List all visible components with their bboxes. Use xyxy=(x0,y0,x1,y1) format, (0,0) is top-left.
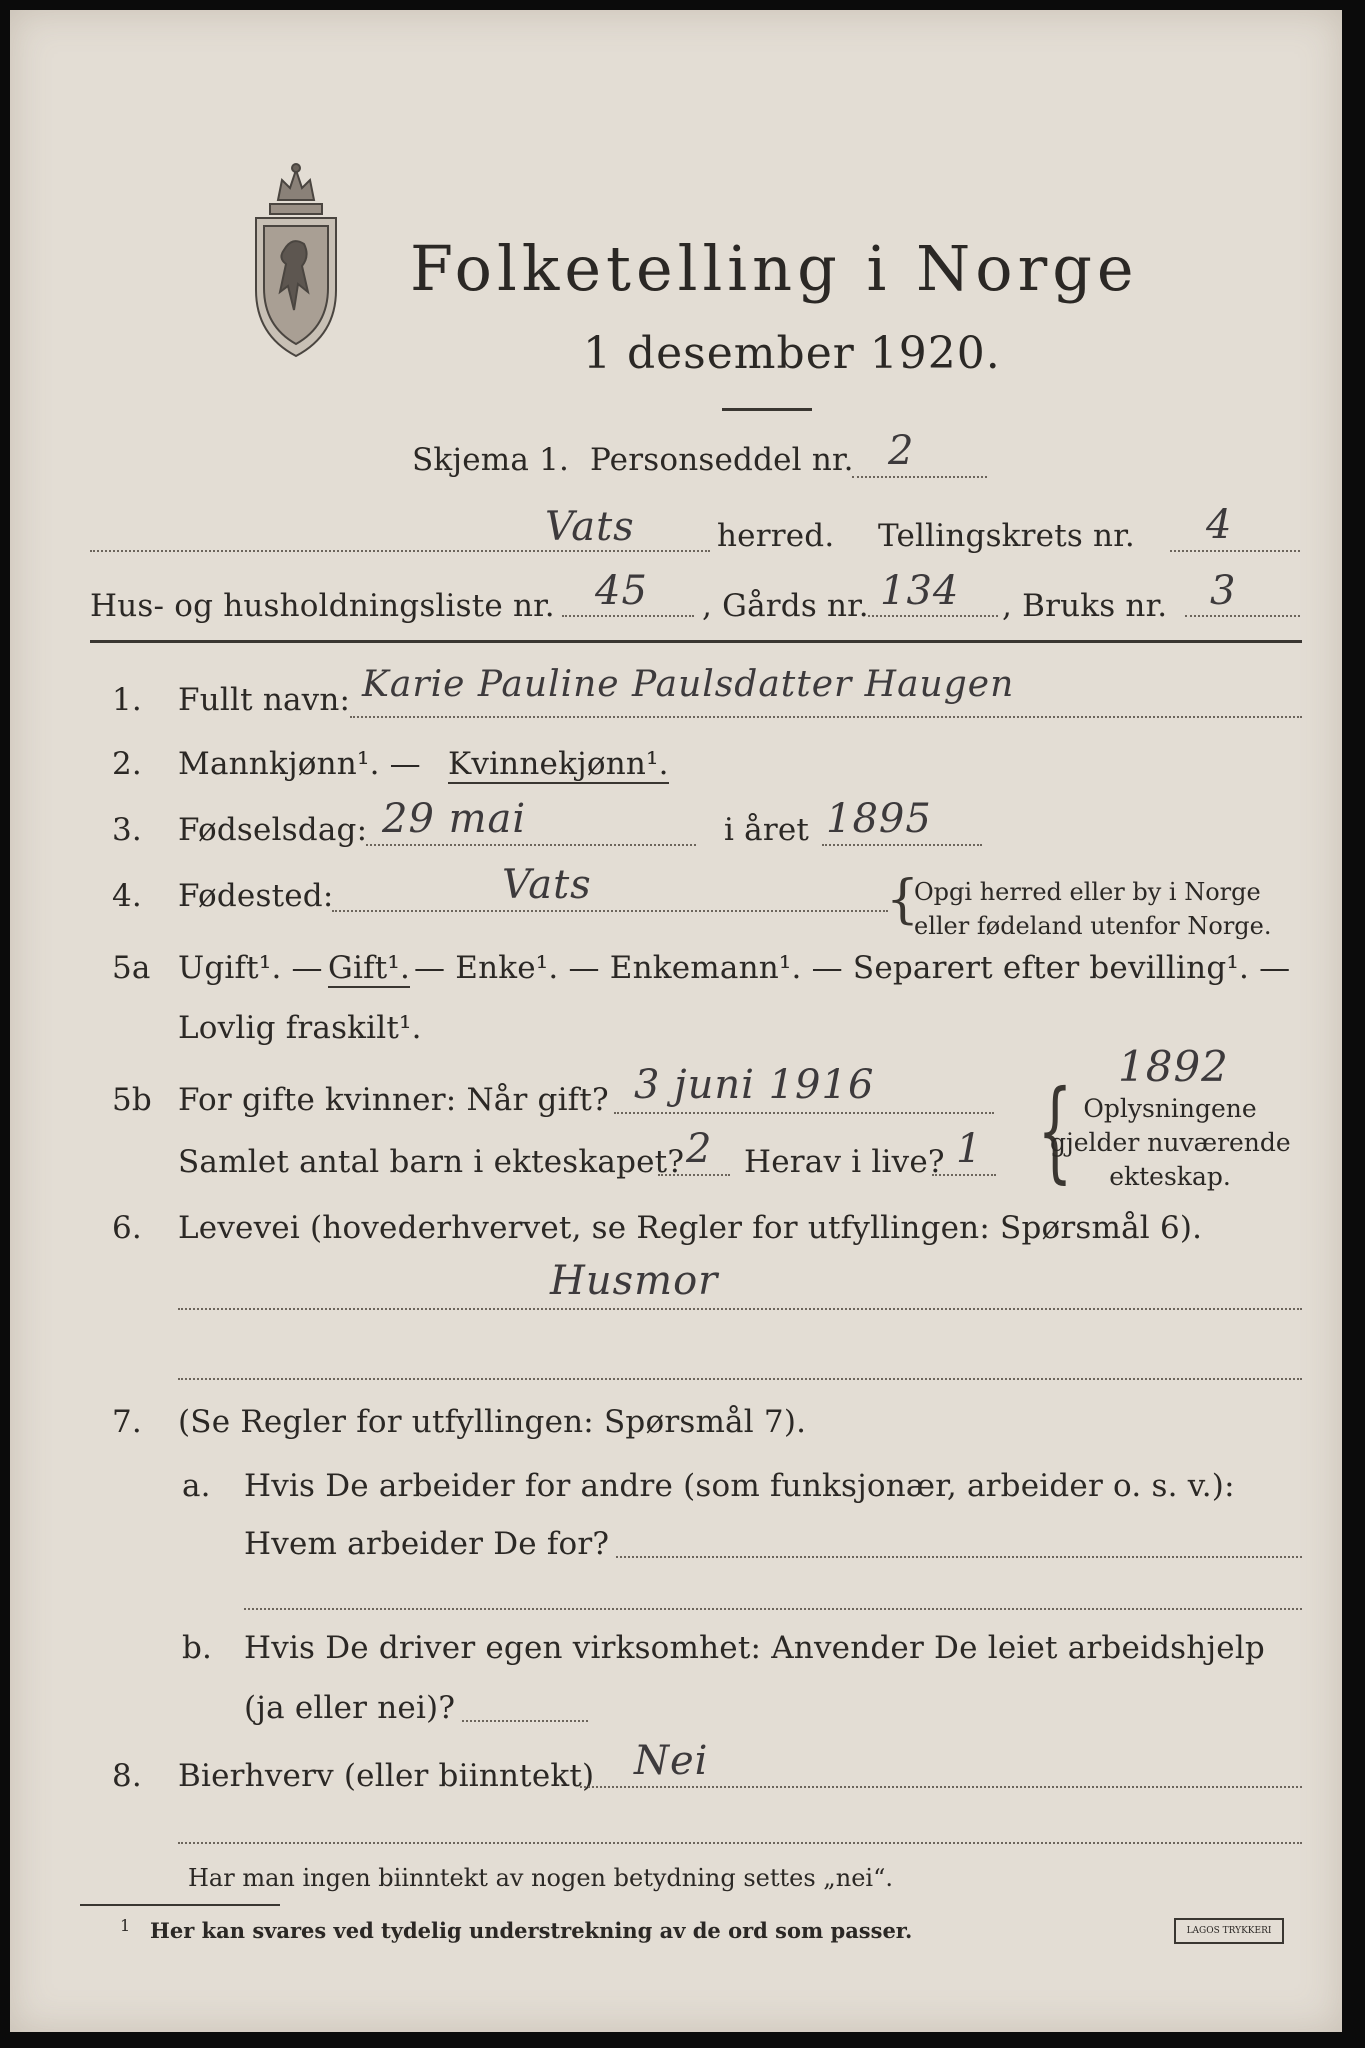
q5b-note-line-2: gjelder nuværende xyxy=(1050,1128,1291,1157)
q4-line xyxy=(332,910,888,912)
q6-line-2 xyxy=(178,1378,1302,1380)
q5b-children-value: 2 xyxy=(686,1126,713,1172)
q5a-other-options: — Enke¹. — Enkemann¹. — Separert efter bevilling¹. — xyxy=(414,950,1291,986)
tellingskrets-label: Tellingskrets nr. xyxy=(878,518,1135,554)
header-rule xyxy=(90,640,1302,643)
q3-number: 3. xyxy=(112,812,142,848)
q5b-brace: { xyxy=(1037,1066,1073,1194)
q7-number: 7. xyxy=(112,1404,142,1440)
q5b-note xyxy=(1050,1092,1290,1194)
q5b-number: 5b xyxy=(112,1082,152,1118)
q4-note-line-1: Opgi herred eller by i Norge xyxy=(914,878,1261,906)
q2-male-option: Mannkjønn¹. — xyxy=(178,746,421,782)
q7a-answer-line-1 xyxy=(616,1556,1302,1558)
q5b-married-value: 3 juni 1916 xyxy=(634,1062,875,1108)
herred-value: Vats xyxy=(545,504,635,550)
q7a-line-1: Hvis De arbeider for andre (som funksjonær, arbeider o. s. v.): xyxy=(244,1468,1235,1504)
q5b-year-correction: 1892 xyxy=(1118,1042,1229,1091)
q8-line-2 xyxy=(178,1842,1302,1844)
q5b-married-line xyxy=(614,1112,994,1114)
q7a-answer-line-2 xyxy=(244,1608,1302,1610)
q5b-children-label: Samlet antal barn i ekteskapet? xyxy=(178,1144,685,1180)
husliste-line xyxy=(562,615,694,617)
tellingskrets-value: 4 xyxy=(1206,502,1233,548)
q7b-line-2: (ja eller nei)? xyxy=(244,1690,456,1726)
q5b-note-line-3: ekteskap. xyxy=(1109,1162,1231,1191)
gards-value: 134 xyxy=(880,568,960,614)
q6-line-1 xyxy=(178,1308,1302,1310)
q3-year-label: i året xyxy=(724,812,810,848)
q5b-alive-label: Herav i live? xyxy=(744,1144,945,1180)
q4-number: 4. xyxy=(112,878,142,914)
q2-female-option-underlined: Kvinnekjønn¹. xyxy=(448,746,669,782)
herred-label: herred. xyxy=(717,518,835,554)
q3-year-value: 1895 xyxy=(826,796,932,842)
q6-occupation-value: Husmor xyxy=(550,1258,719,1304)
form-title: Folketelling i Norge xyxy=(410,232,1139,305)
footnote-mark: 1 xyxy=(120,1916,131,1935)
gards-label: , Gårds nr. xyxy=(702,588,869,624)
census-form-page xyxy=(10,10,1342,2032)
printer-stamp: LAGOS TRYKKERI xyxy=(1174,1918,1284,1944)
q7a-line-2: Hvem arbeider De for? xyxy=(244,1526,610,1562)
husliste-value: 45 xyxy=(595,568,648,614)
census-date: 1 desember 1920. xyxy=(583,328,1001,379)
q3-date-line xyxy=(366,844,696,846)
tellingskrets-line xyxy=(1170,550,1300,552)
q5a-unmarried-option: Ugift¹. — xyxy=(178,950,323,986)
q1-number: 1. xyxy=(112,682,142,718)
q4-label: Fødested: xyxy=(178,878,334,914)
footnote-text: Her kan svares ved tydelig understrekning av de ord som passer. xyxy=(150,1918,913,1943)
bruks-line xyxy=(1185,615,1300,617)
personseddel-value: 2 xyxy=(888,428,915,474)
footnote-rule xyxy=(80,1904,280,1906)
q7b-answer-line xyxy=(462,1720,588,1722)
q3-year-line xyxy=(822,844,982,846)
q5b-alive-value: 1 xyxy=(956,1126,983,1172)
q5a-divorced-option: Lovlig fraskilt¹. xyxy=(178,1010,422,1046)
q2-number: 2. xyxy=(112,746,142,782)
q6-number: 6. xyxy=(112,1210,142,1246)
q1-full-name-value: Karie Pauline Paulsdatter Haugen xyxy=(362,664,1015,705)
norwegian-lion-crest-icon xyxy=(248,160,344,360)
q7b-line-1: Hvis De driver egen virksomhet: Anvender De leiet arbeidshjelp xyxy=(244,1630,1265,1666)
personseddel-label: Personseddel nr. xyxy=(590,442,854,478)
q8-value: Nei xyxy=(634,1738,709,1784)
gards-line xyxy=(868,615,998,617)
q4-birthplace-value: Vats xyxy=(502,862,592,908)
q7-label: (Se Regler for utfyllingen: Spørsmål 7). xyxy=(178,1404,807,1440)
q1-label: Fullt navn: xyxy=(178,682,351,718)
bruks-label: , Bruks nr. xyxy=(1002,588,1168,624)
q5b-children-line xyxy=(658,1174,730,1176)
q5b-married-label: For gifte kvinner: Når gift? xyxy=(178,1082,609,1118)
q5b-note-line-1: Oplysningene xyxy=(1083,1094,1257,1123)
bruks-value: 3 xyxy=(1210,568,1237,614)
footer-note: Har man ingen biinntekt av nogen betydning settes „nei“. xyxy=(188,1864,893,1892)
husliste-label: Hus- og husholdningsliste nr. xyxy=(90,588,555,624)
q1-line xyxy=(350,716,1302,718)
title-divider xyxy=(722,408,812,411)
schema-label: Skjema 1. xyxy=(412,442,570,478)
q3-birthday-value: 29 mai xyxy=(382,796,527,842)
q6-label: Levevei (hovederhvervet, se Regler for utfyllingen: Spørsmål 6). xyxy=(178,1210,1203,1246)
q5a-married-option-underlined: Gift¹. xyxy=(328,950,411,986)
q5b-alive-line xyxy=(932,1174,996,1176)
personseddel-line xyxy=(852,476,987,478)
q7b-number: b. xyxy=(182,1630,213,1666)
q3-label: Fødselsdag: xyxy=(178,812,368,848)
q8-line xyxy=(580,1786,1302,1788)
q4-brace: { xyxy=(886,870,920,930)
q5a-number: 5a xyxy=(112,950,151,986)
herred-line xyxy=(90,550,710,552)
q7a-number: a. xyxy=(182,1468,211,1504)
q8-label: Bierhverv (eller biinntekt) xyxy=(178,1758,595,1794)
q8-number: 8. xyxy=(112,1758,142,1794)
q4-note-line-2: eller fødeland utenfor Norge. xyxy=(914,912,1272,940)
